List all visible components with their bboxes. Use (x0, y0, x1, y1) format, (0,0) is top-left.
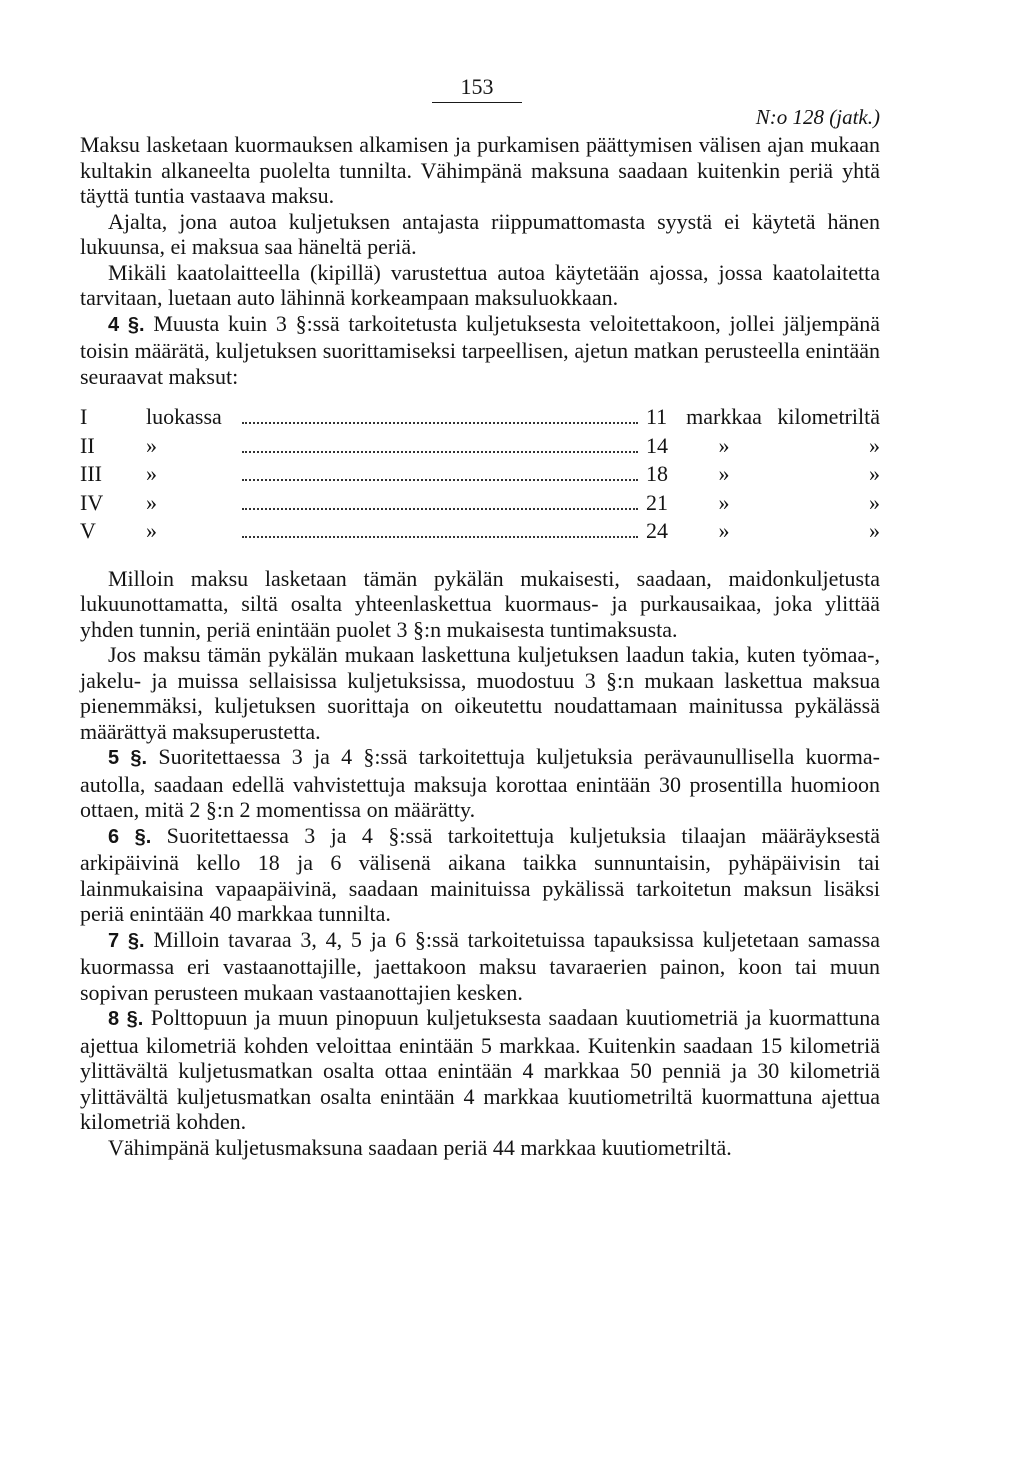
page-header (80, 66, 880, 129)
rate-table (80, 403, 880, 546)
rate-row (80, 460, 880, 489)
rate-class-suffix: » (146, 432, 157, 458)
paragraph-section-5 (80, 744, 880, 823)
rate-unit: » (718, 518, 730, 543)
paragraph-section-7 (80, 927, 880, 1006)
dot-leader (242, 451, 638, 453)
paragraph-text: Maksu lasketaan kuormauksen alkamisen ja purkamisen päättymisen välisen ajan mukaan kultakin alkaneelta puolelta tunnilta. Vähimpänä maksuna saadaan kuitenkin periä yhtä täyttä tuntia vastaava maksu. (80, 132, 880, 208)
rate-class: I (80, 404, 88, 429)
dot-leader (242, 536, 638, 538)
paragraph-section-6 (80, 823, 880, 927)
rate-value: 21 (646, 489, 668, 515)
rate-row (80, 432, 880, 461)
section-marker: 6 §. (108, 825, 152, 848)
rate-unit-tail: » (869, 461, 880, 486)
section-marker: 8 §. (108, 1008, 144, 1030)
rate-row (80, 517, 880, 546)
paragraph-text: Milloin tavaraa 3, 4, 5 ja 6 §:ssä tarkoitetuissa tapauksissa kuljetetaan samassa kuormassa eri vastaanottajille, jaettakoon maksu tavaraerien painon, koon tai muun sopivan perusteen mukaan vastaanottajien kesken. (80, 926, 880, 1005)
paragraph-text: Muusta kuin 3 §:ssä tarkoitetusta kuljetuksesta veloitettakoon, jollei jäljempänä toisin määrätä, kuljetuksen suorittamiseksi tarpeellisen, ajetun matkan perusteella enintään seuraavat maksut: (80, 310, 880, 389)
rate-class-suffix: luokassa (146, 404, 222, 429)
rate-class: III (80, 461, 102, 486)
rate-class-suffix: » (146, 461, 157, 486)
rate-class-suffix: » (146, 518, 157, 543)
section-marker: 7 §. (108, 929, 145, 952)
rate-value: 14 (646, 432, 668, 458)
rate-unit: markkaa (686, 404, 762, 429)
rate-value: 11 (646, 404, 668, 429)
paragraph (80, 642, 880, 744)
paragraph-text: Vähimpänä kuljetusmaksuna saadaan periä 44 markkaa kuutiometriltä. (108, 1134, 732, 1160)
paragraph (80, 1135, 880, 1161)
rate-row (80, 403, 880, 432)
section-marker: 4 §. (108, 313, 145, 336)
paragraph-section-4 (80, 311, 880, 390)
page-number-rule (432, 102, 522, 103)
paragraph-text: Ajalta, jona autoa kuljetuksen antajasta riippumattomasta syystä ei käytetä hänen lukuunsa, ei maksua saa häneltä periä. (80, 208, 880, 259)
rate-unit-tail: kilometriltä (777, 404, 880, 429)
paragraph-text: Polttopuun ja muun pinopuun kuljetuksesta saadaan kuutiometriä ja kuormattuna ajettua kilometriä kohden veloittaa enintään 5 markkaa. Kuitenkin saadaan 15 kilometriä ylittävältä kuljetusmatkan osalta ottaa enintään 4 markkaa 50 penniä ja 30 kilometriä ylittävältä kuljetusmatkan osalta enintään 4 markkaa kuutiometriltä kuormattuna ajettua kilometriä kohden. (80, 1005, 880, 1134)
dot-leader (242, 508, 638, 510)
paragraph-section-8 (80, 1005, 880, 1135)
document-reference: N:o 128 (jatk.) (755, 105, 880, 129)
dot-leader (242, 422, 638, 424)
rate-unit: » (718, 489, 730, 515)
rate-unit: » (718, 461, 730, 486)
paragraph-text: Jos maksu tämän pykälän mukaan laskettuna kuljetuksen laadun takia, kuten työmaa-, jakelu- ja muissa sellaisissa kuljetuksissa, muodostuu 3 §:n mukaan laskettua maksua pienemmäksi, kuljetuksen suorittaja on oikeutettu noudattamaan mainitussa pykälässä määrättyä maksuperustetta. (80, 642, 880, 744)
paragraph (80, 566, 880, 643)
rate-unit-tail: » (869, 489, 880, 515)
paragraph (80, 132, 880, 209)
rate-class: IV (80, 489, 104, 515)
rate-value: 18 (646, 461, 668, 486)
document-body (80, 132, 880, 1160)
paragraph (80, 260, 880, 311)
rate-value: 24 (646, 518, 668, 543)
dot-leader (242, 479, 638, 481)
paragraph-text: Suoritettaessa 3 ja 4 §:ssä tarkoitettuja kuljetuksia perävaunullisella kuorma-autolla, saadaan edellä vahvistettuja maksuja korottaa enintään 30 prosentilla huomioon ottaen, mitä 2 §:n 2 momentissa on määrätty. (80, 744, 880, 822)
rate-class: II (80, 432, 95, 458)
section-marker: 5 §. (108, 747, 148, 769)
paragraph-text: Suoritettaessa 3 ja 4 §:ssä tarkoitettuja kuljetuksia tilaajan määräyksestä arkipäivinä kello 18 ja 6 välisenä aikana taikka sunnuntaisin, pyhäpäivisin tai lainmukaisina vapaapäivinä, saadaan mainituissa pykälissä tarkoitetun maksun lisäksi periä enintään 40 markkaa tunnilta. (80, 822, 880, 926)
rate-unit: » (718, 432, 730, 458)
rate-class: V (80, 518, 96, 543)
rate-row (80, 489, 880, 518)
rate-unit-tail: » (869, 432, 880, 458)
rate-class-suffix: » (146, 489, 157, 515)
paragraph-text: Mikäli kaatolaitteella (kipillä) varustettua autoa käytetään ajossa, jossa kaatolaitetta tarvitaan, luetaan auto lähinnä korkeampaan maksuluokkaan. (80, 259, 880, 310)
page-number: 153 (460, 74, 494, 99)
paragraph-text: Milloin maksu lasketaan tämän pykälän mukaisesti, saadaan, maidonkuljetusta lukuunottamatta, siltä osalta yhteenlaskettua kuormaus- ja purkausaikaa, joka ylittää yhden tunnin, periä enintään puolet 3 §:n mukaisesta tuntimaksusta. (80, 565, 880, 642)
document-page (80, 66, 880, 1436)
rate-unit-tail: » (869, 518, 880, 543)
paragraph (80, 209, 880, 260)
